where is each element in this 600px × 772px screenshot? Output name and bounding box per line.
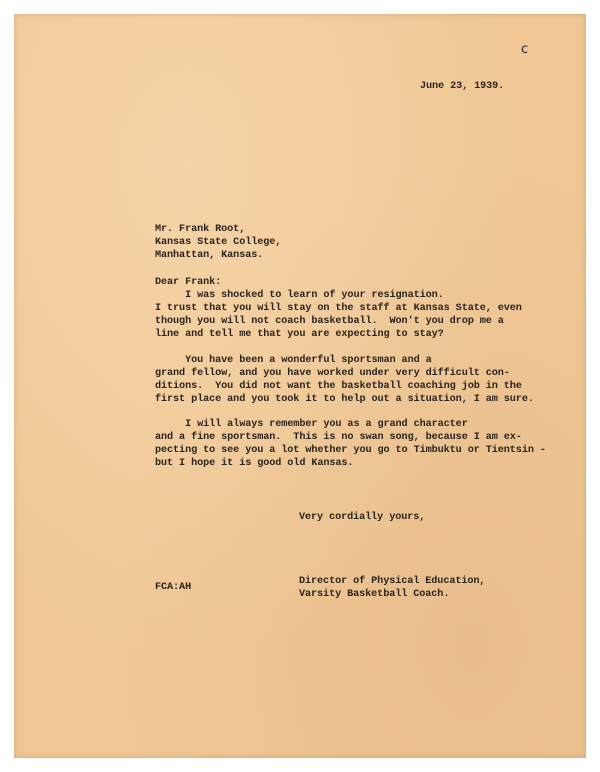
reference-initials: FCA:AH xyxy=(155,582,192,593)
paragraph-1-line-1: I was shocked to learn of your resignation. xyxy=(155,290,444,301)
paragraph-2-line-1: You have been a wonderful sportsman and a xyxy=(155,355,432,366)
paragraph-1-line-3: though you will not coach basketball. Won't you drop me a xyxy=(155,316,504,327)
corner-mark: c xyxy=(521,42,529,57)
paragraph-3-line-1: I will always remember you as a grand character xyxy=(155,419,468,430)
signature-title-line-1: Director of Physical Education, xyxy=(299,576,486,587)
paragraph-1-line-4: line and tell me that you are expecting to stay? xyxy=(155,329,444,340)
closing: Very cordially yours, xyxy=(299,512,426,523)
salutation: Dear Frank: xyxy=(155,277,222,288)
paragraph-3-line-2: and a fine sportsman. This is no swan song, because I am ex- xyxy=(155,432,522,443)
paragraph-3-line-4: but I hope it is good old Kansas. xyxy=(155,458,354,469)
address-line-2: Kansas State College, xyxy=(155,237,282,248)
paragraph-1-line-2: I trust that you will stay on the staff at Kansas State, even xyxy=(155,303,522,314)
signature-title-line-2: Varsity Basketball Coach. xyxy=(299,589,450,600)
letter-date: June 23, 1939. xyxy=(420,81,505,92)
paragraph-3-line-3: pecting to see you a lot whether you go to Timbuktu or Tientsin - xyxy=(155,445,546,456)
address-line-1: Mr. Frank Root, xyxy=(155,224,246,235)
paragraph-2-line-3: ditions. You did not want the basketball coaching job in the xyxy=(155,381,522,392)
address-line-3: Manhattan, Kansas. xyxy=(155,250,264,261)
paragraph-2-line-2: grand fellow, and you have worked under very difficult con- xyxy=(155,368,510,379)
paragraph-2-line-4: first place and you took it to help out a situation, I am sure. xyxy=(155,394,534,405)
